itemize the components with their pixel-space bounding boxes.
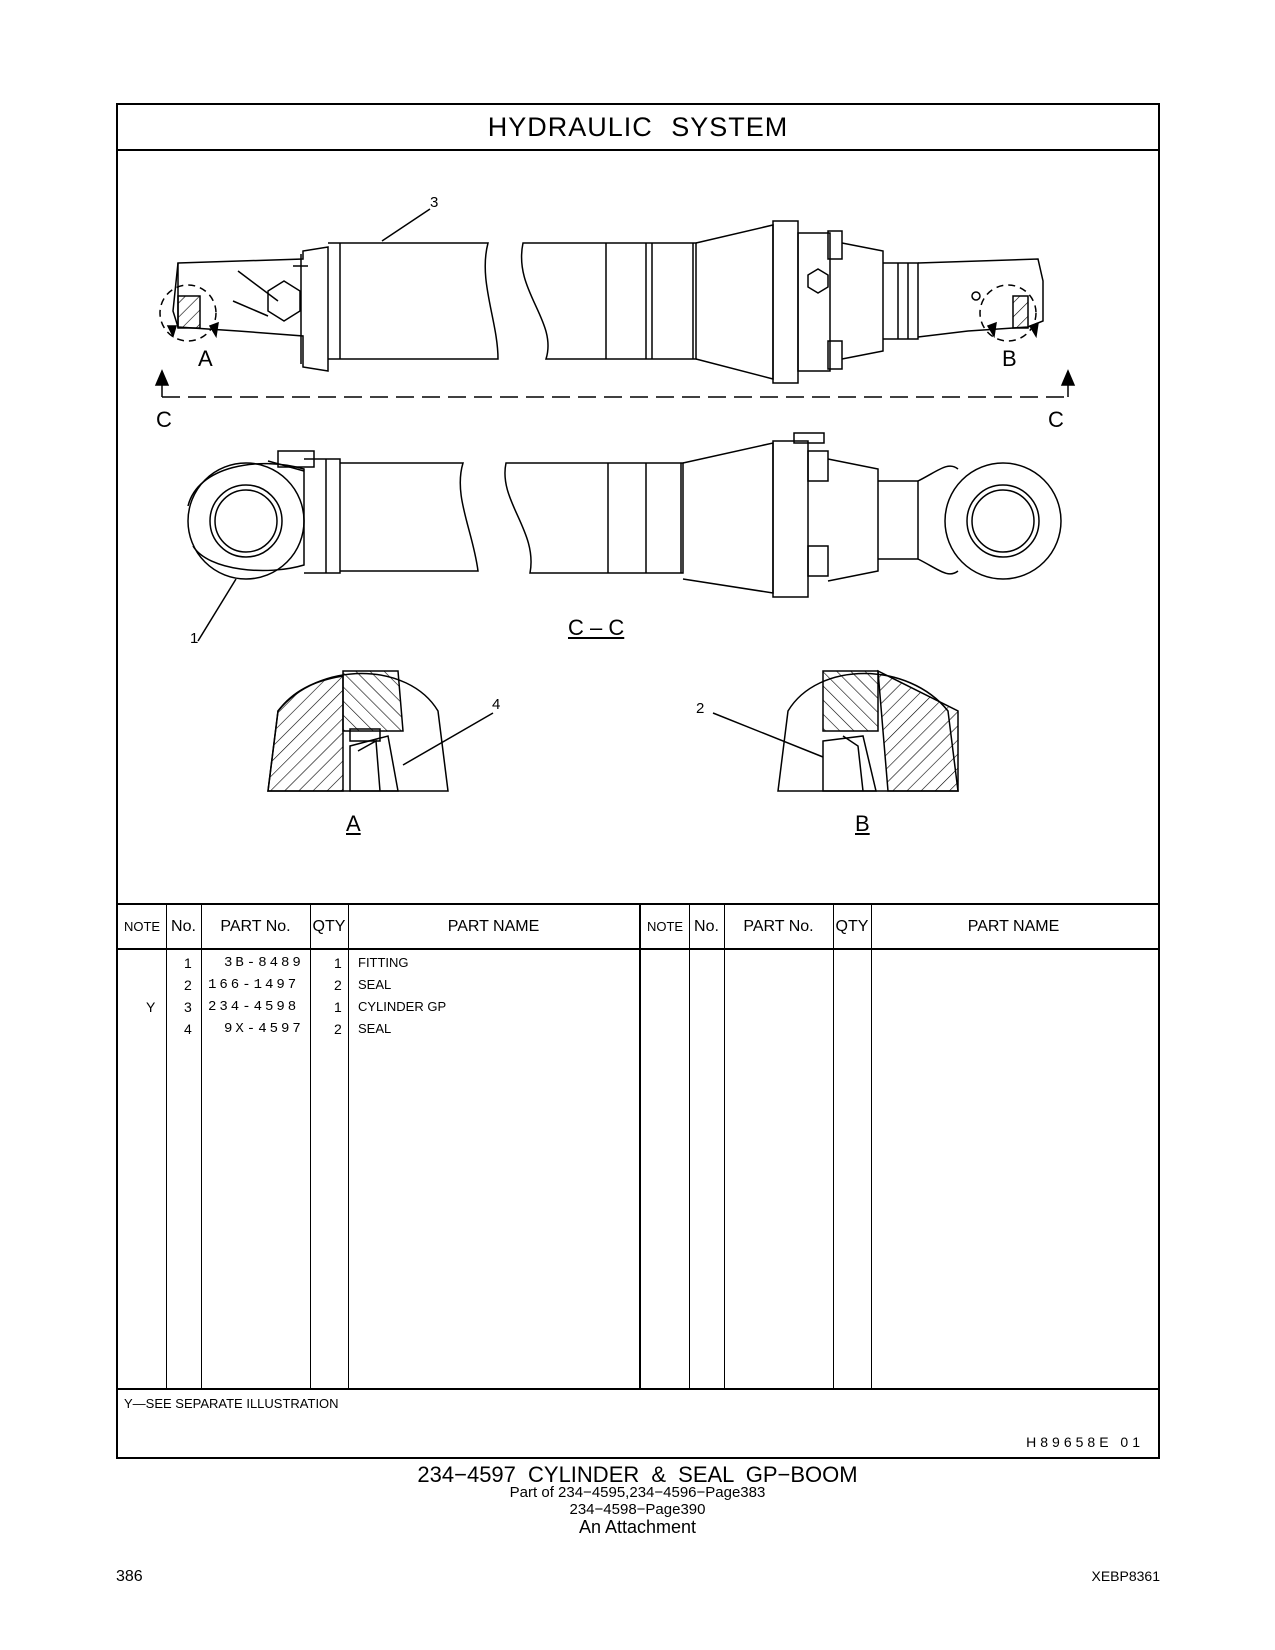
parts-table-right: [641, 905, 1158, 1388]
cylinder-drawing: [118, 151, 1158, 903]
callout-1: 1: [190, 630, 199, 647]
caption-attachment: An Attachment: [578, 1517, 697, 1537]
section-label-c-left: C: [156, 407, 172, 432]
section-label-c-right: C: [1048, 407, 1064, 432]
header-note-right: NOTE: [646, 919, 684, 934]
table-row: 2 166-1497 2 SEAL: [184, 977, 392, 993]
caption-sub-line-1: Part of 234−4595,234−4596−Page383: [509, 1484, 766, 1501]
detail-a-title: A: [346, 811, 361, 836]
publication-number: XEBP8361: [1091, 1568, 1160, 1584]
header-no: No.: [171, 917, 196, 935]
callout-3: 3: [430, 194, 439, 211]
parts-table-left: [118, 905, 641, 1388]
table-row: Y 3 234-4598 1 CYLINDER GP: [146, 999, 447, 1015]
parts-page-frame: [116, 103, 1160, 1459]
cylinder-illustration: [118, 151, 1158, 903]
header-qty: QTY: [312, 917, 346, 935]
callout-2: 2: [696, 700, 705, 717]
page-title: HYDRAULIC SYSTEM: [118, 105, 1158, 151]
header-qty-right: QTY: [835, 917, 869, 935]
detail-b-title: B: [855, 811, 870, 836]
parts-table: [118, 903, 1158, 1388]
footnote: Y—SEE SEPARATE ILLUSTRATION: [124, 1396, 339, 1411]
page-number: 386: [116, 1568, 143, 1585]
caption-part-of: [0, 1484, 1275, 1518]
header-part-no-right: PART No.: [743, 917, 814, 935]
table-row: 4 9X-4597 2 SEAL: [184, 1021, 392, 1037]
detail-label-b: B: [1002, 346, 1017, 371]
parts-footer: [118, 1388, 1158, 1459]
header-part-no: PART No.: [220, 917, 291, 935]
caption-title: 234−4597 CYLINDER & SEAL GP−BOOM: [417, 1462, 858, 1487]
illustration-id: H89658E 01: [1026, 1434, 1144, 1450]
section-view-title: C – C: [568, 615, 625, 640]
detail-label-a: A: [198, 346, 213, 371]
header-no-right: No.: [694, 917, 719, 935]
caption-sub-line-2: 234−4598−Page390: [569, 1501, 706, 1518]
callout-4: 4: [492, 696, 501, 713]
table-row: 1 3B-8489 1 FITTING: [184, 955, 409, 971]
header-note: NOTE: [123, 919, 161, 934]
parts-rows: [118, 955, 639, 1043]
header-part-name: PART NAME: [447, 917, 540, 935]
header-part-name-right: PART NAME: [967, 917, 1060, 935]
